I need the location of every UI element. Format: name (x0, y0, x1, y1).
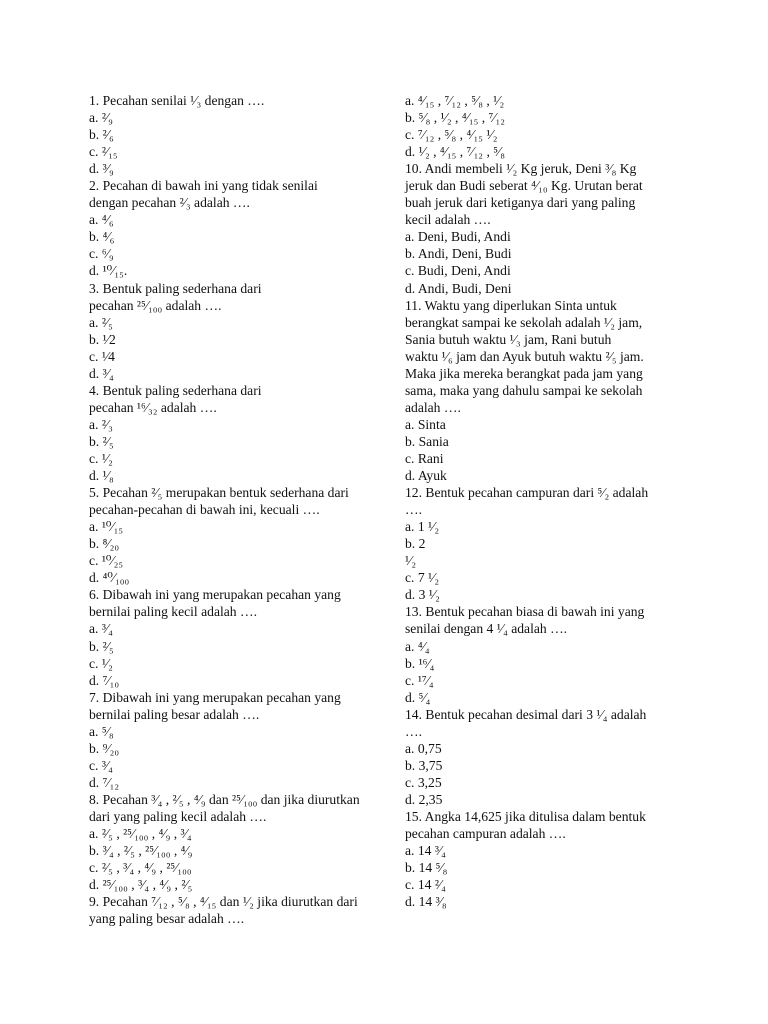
left-column-line: 8. Pecahan ³⁄₄ , ²⁄₅ , ⁴⁄₉ dan ²⁵⁄₁₀₀ dan jika diurutkan (89, 791, 360, 807)
right-column-line: sama, maka yang dahulu sampai ke sekolah (405, 382, 643, 398)
right-column-line: a. 1 ¹⁄₂ (405, 519, 440, 535)
left-column-line: c. ²⁄₁₅ (89, 144, 118, 160)
left-column-line: a. ²⁄₅ (89, 314, 113, 330)
right-column-line: c. 14 ²⁄₄ (405, 877, 446, 893)
left-column-line: 3. Bentuk paling sederhana dari (89, 280, 262, 296)
right-column-line: waktu ¹⁄₆ jam dan Ayuk butuh waktu ²⁄₅ jam. (405, 348, 644, 364)
left-column-line: yang paling besar adalah …. (89, 911, 245, 927)
right-column-line: c. ⁷⁄₁₂ , ⁵⁄₈ , ⁴⁄₁₅ ¹⁄₂ (405, 127, 498, 143)
right-column-line: 12. Bentuk pecahan campuran dari ⁵⁄₂ adalah (405, 485, 649, 501)
right-column-line: 13. Bentuk pecahan biasa di bawah ini yang (405, 604, 645, 620)
right-column-line: c. 3,25 (405, 774, 442, 790)
right-column-line: 11. Waktu yang diperlukan Sinta untuk (405, 297, 617, 313)
left-column-line: b. ⁴⁄₆ (89, 229, 115, 245)
right-column-line: …. (405, 723, 422, 739)
right-column-line: d. 3 ¹⁄₂ (405, 587, 440, 603)
right-column-line: 14. Bentuk pecahan desimal dari 3 ¹⁄₄ adalah (405, 706, 647, 722)
left-column-line: a. ⁴⁄₆ (89, 212, 114, 228)
left-column-line: dengan pecahan ²⁄₃ adalah …. (89, 195, 250, 211)
right-column-line: d. ⁵⁄₄ (405, 689, 431, 705)
right-column-line: d. Ayuk (405, 468, 447, 484)
right-column-line: berangkat sampai ke sekolah adalah ¹⁄₂ jam, (405, 314, 643, 330)
left-column-line: c. ¹⁄₂ (89, 655, 113, 671)
left-column-line: a. ³⁄₄ (89, 621, 113, 637)
left-column-line: 5. Pecahan ²⁄₅ merupakan bentuk sederhana dari (89, 485, 349, 501)
left-column-line: a. ²⁄₃ (89, 416, 113, 432)
right-column-line: 15. Angka 14,625 jika ditulisa dalam bentuk (405, 808, 646, 824)
left-column-line: d. ¹⁰⁄₁₅. (89, 263, 128, 279)
left-column (89, 92, 379, 927)
left-column-line: d. ¹⁄₈ (89, 468, 114, 484)
left-column-line: d. ³⁄₄ (89, 365, 114, 381)
right-column-line: a. 14 ³⁄₄ (405, 843, 446, 859)
right-column-line: 10. Andi membeli ¹⁄₂ Kg jeruk, Deni ³⁄₈ Kg (405, 161, 637, 177)
left-column-line: bernilai paling kecil adalah …. (89, 604, 257, 620)
right-column-line: a. ⁴⁄₄ (405, 638, 430, 654)
left-column-line: b. ⁹⁄₂₀ (89, 740, 120, 756)
left-column-line: c. ³⁄₄ (89, 757, 113, 773)
left-column-line: c. ¹⁰⁄₂₅ (89, 553, 124, 569)
right-column-line: Sania butuh waktu ¹⁄₃ jam, Rani butuh (405, 331, 612, 347)
left-column-line: a. ²⁄₉ (89, 110, 113, 126)
left-column-line: d. ⁷⁄₁₀ (89, 672, 120, 688)
right-column-line: b. 3,75 (405, 757, 443, 773)
right-column-line: d. ¹⁄₂ , ⁴⁄₁₅ , ⁷⁄₁₂ , ⁵⁄₈ (405, 144, 505, 160)
left-column-line: d. ⁷⁄₁₂ (89, 774, 120, 790)
left-column-line: 4. Bentuk paling sederhana dari (89, 382, 262, 398)
left-column-line: pecahan ²⁵⁄₁₀₀ adalah …. (89, 297, 222, 313)
right-column-line: a. Sinta (405, 416, 446, 432)
left-column-line: d. ²⁵⁄₁₀₀ , ³⁄₄ , ⁴⁄₉ , ²⁄₅ (89, 877, 193, 893)
right-column-line: buah jeruk dari ketiganya dari yang paling (405, 195, 636, 211)
left-column-line: c. ⁶⁄₉ (89, 246, 114, 262)
right-column-line: d. 2,35 (405, 791, 443, 807)
right-column-line: ¹⁄₂ (405, 553, 417, 569)
right-column-line: b. ⁵⁄₈ , ¹⁄₂ , ⁴⁄₁₅ , ⁷⁄₁₂ (405, 110, 505, 126)
left-column-line: c. ¹⁄4 (89, 348, 115, 364)
left-column-line: b. ⁸⁄₂₀ (89, 536, 120, 552)
right-column-line: Maka jika mereka berangkat pada jam yang (405, 365, 643, 381)
left-column-line: a. ¹⁰⁄₁₅ (89, 519, 124, 535)
left-column-line: c. ¹⁄₂ (89, 450, 113, 466)
left-column-line: bernilai paling besar adalah …. (89, 706, 260, 722)
left-column-line: d. ³⁄₉ (89, 161, 114, 177)
right-column-line: d. 14 ³⁄₈ (405, 894, 447, 910)
left-column-line: b. ³⁄₄ , ²⁄₅ , ²⁵⁄₁₀₀ , ⁴⁄₉ (89, 843, 193, 859)
right-column-line: b. Sania (405, 433, 449, 449)
left-column-line: pecahan ¹⁶⁄₃₂ adalah …. (89, 399, 217, 415)
right-column-line: …. (405, 502, 422, 518)
right-column-line: c. ¹⁷⁄₄ (405, 672, 434, 688)
left-column-line: a. ²⁄₅ , ²⁵⁄₁₀₀ , ⁴⁄₉ , ³⁄₄ (89, 826, 192, 842)
left-column-line: 9. Pecahan ⁷⁄₁₂ , ⁵⁄₈ , ⁴⁄₁₅ dan ¹⁄₂ jika diurutkan dari (89, 894, 358, 910)
right-column-line: kecil adalah …. (405, 212, 491, 228)
left-column-line: pecahan-pecahan di bawah ini, kecuali …. (89, 502, 320, 518)
left-column-line: b. ¹⁄2 (89, 331, 116, 347)
right-column-line: c. Rani (405, 450, 444, 466)
right-column-line: c. 7 ¹⁄₂ (405, 570, 440, 586)
right-column-line: a. 0,75 (405, 740, 442, 756)
left-column-line: 7. Dibawah ini yang merupakan pecahan yang (89, 689, 341, 705)
right-column-line: senilai dengan 4 ¹⁄₄ adalah …. (405, 621, 568, 637)
left-column-line: dari yang paling kecil adalah …. (89, 808, 267, 824)
right-column-line: pecahan campuran adalah …. (405, 826, 566, 842)
left-column-line: a. ⁵⁄₈ (89, 723, 114, 739)
right-column-line: adalah …. (405, 399, 461, 415)
right-column-line: a. ⁴⁄₁₅ , ⁷⁄₁₂ , ⁵⁄₈ , ¹⁄₂ (405, 93, 505, 108)
left-column-line: b. ²⁄₅ (89, 638, 114, 654)
left-column-line: b. ²⁄₅ (89, 433, 114, 449)
right-column-line: b. Andi, Deni, Budi (405, 246, 512, 262)
right-column (405, 92, 667, 910)
right-column-line: d. Andi, Budi, Deni (405, 280, 512, 296)
left-column-line: b. ²⁄₆ (89, 127, 114, 143)
left-column-line: d. ⁴⁰⁄₁₀₀ (89, 570, 130, 586)
right-column-line: b. 2 (405, 536, 426, 552)
left-column-line: 6. Dibawah ini yang merupakan pecahan yang (89, 587, 341, 603)
left-column-line: 2. Pecahan di bawah ini yang tidak senilai (89, 178, 318, 194)
left-column-line: 1. Pecahan senilai ¹⁄₃ dengan …. (89, 93, 265, 108)
right-column-line: c. Budi, Deni, Andi (405, 263, 511, 279)
right-column-line: jeruk dan Budi seberat ⁴⁄₁₀ Kg. Urutan berat (405, 178, 643, 194)
right-column-line: b. 14 ⁵⁄₈ (405, 860, 448, 876)
right-column-line: a. Deni, Budi, Andi (405, 229, 511, 245)
right-column-line: b. ¹⁶⁄₄ (405, 655, 435, 671)
left-column-line: c. ²⁄₅ , ³⁄₄ , ⁴⁄₉ , ²⁵⁄₁₀₀ (89, 860, 192, 876)
